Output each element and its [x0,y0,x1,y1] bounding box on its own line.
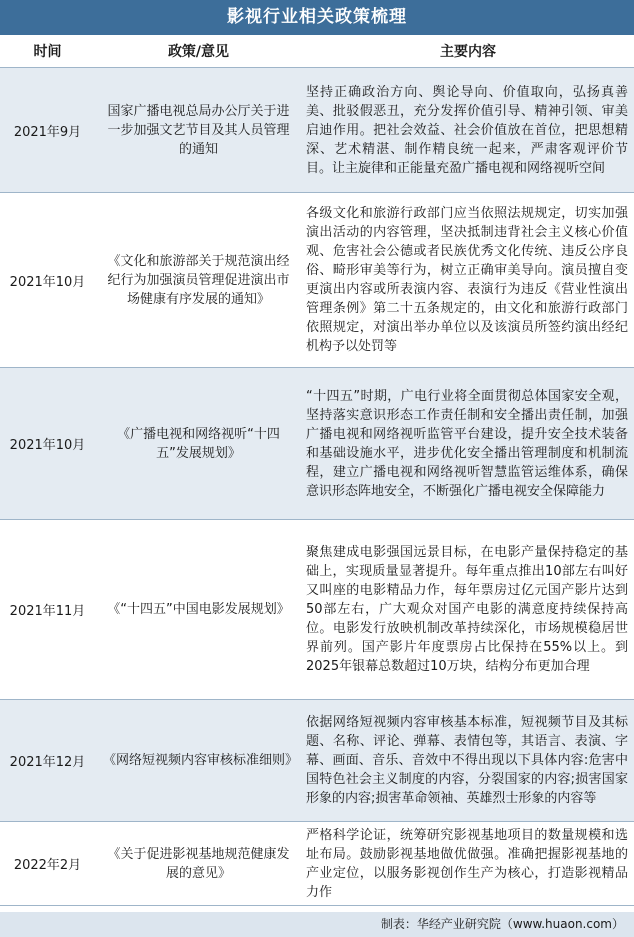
row-policy: 《网络短视频内容审核标准细则》 [95,700,302,822]
row-policy: 《关于促进影视基地规范健康发展的意见》 [95,822,302,906]
row-time: 2021年11月 [0,520,95,700]
table-row [0,368,634,520]
row-time: 2021年12月 [0,700,95,822]
table-row [0,193,634,368]
table-row [0,520,634,700]
row-time: 2021年10月 [0,368,95,520]
row-content: 各级文化和旅游行政部门应当依照法规规定，切实加强演出活动的内容管理，坚决抵制违背社会主义核心价值观、危害社会公德或者民族优秀文化传统、违反公序良俗、畸形审美等行为，树立正确审美导向。演员擅自变更演出内容或所表演内容、表演行为违反《营业性演出管理条例》第二十五条规定的，由文化和旅游行政部门依照规定，对演出举办单位以及该演员所签约演出经纪机构予以处罚等 [302,193,634,368]
page-title: 影视行业相关政策梳理 [0,0,634,35]
header-policy: 政策/意见 [95,35,302,68]
policy-table [0,35,634,906]
row-policy: 《“十四五”中国电影发展规划》 [95,520,302,700]
table-row [0,700,634,822]
table-row [0,68,634,193]
row-content: 坚持正确政治方向、舆论导向、价值取向，弘扬真善美、批驳假恶丑，充分发挥价值引导、精神引领、审美启迪作用。把社会效益、社会价值放在首位，把思想精深、艺术精湛、制作精良统一起来，严肃客观评价节目。让主旋律和正能量充盈广播电视和网络视听空间 [302,68,634,193]
row-content: 严格科学论证，统筹研究影视基地项目的数量规模和选址布局。鼓励影视基地做优做强。准确把握影视基地的产业定位，以服务影视创作生产为核心，打造影视精品力作 [302,822,634,906]
table-header-row [0,35,634,68]
source-footer [0,912,634,937]
row-content: 依据网络短视频内容审核基本标准，短视频节目及其标题、名称、评论、弹幕、表情包等，其语言、表演、字幕、画面、音乐、音效中不得出现以下具体内容:危害中国特色社会主义制度的内容，分裂国家的内容;损害国家形象的内容;损害革命领袖、英雄烈士形象的内容等 [302,700,634,822]
row-policy: 《广播电视和网络视听“十四五”发展规划》 [95,368,302,520]
row-policy: 《文化和旅游部关于规范演出经纪行为加强演员管理促进演出市场健康有序发展的通知》 [95,193,302,368]
header-content: 主要内容 [302,35,634,68]
source-note: 制表：华经产业研究院（www.huaon.com） [380,917,624,931]
row-time: 2021年10月 [0,193,95,368]
table-row [0,822,634,906]
row-content: “十四五”时期，广电行业将全面贯彻总体国家安全观，坚持落实意识形态工作责任制和安全播出责任制，加强广播电视和网络视听监管平台建设，提升安全技术装备和基础设施水平，进步优化安全播出管理制度和机制流程，建立广播电视和网络视听智慧监管运维体系，确保意识形态阵地安全，不断强化广播电视安全保障能力 [302,368,634,520]
row-policy: 国家广播电视总局办公厅关于进一步加强文艺节目及其人员管理的通知 [95,68,302,193]
row-time: 2022年2月 [0,822,95,906]
header-time: 时间 [0,35,95,68]
row-time: 2021年9月 [0,68,95,193]
row-content: 聚焦建成电影强国远景目标，在电影产量保持稳定的基础上，实现质量显著提升。每年重点推出10部左右叫好又叫座的电影精品力作，每年票房过亿元国产影片达到50部左右，广大观众对国产电影的满意度持续保持高位。电影发行放映机制改革持续深化，市场规模稳居世界前列。国产影片年度票房占比保持在55%以上。到2025年银幕总数超过10万块，结构分布更加合理 [302,520,634,700]
